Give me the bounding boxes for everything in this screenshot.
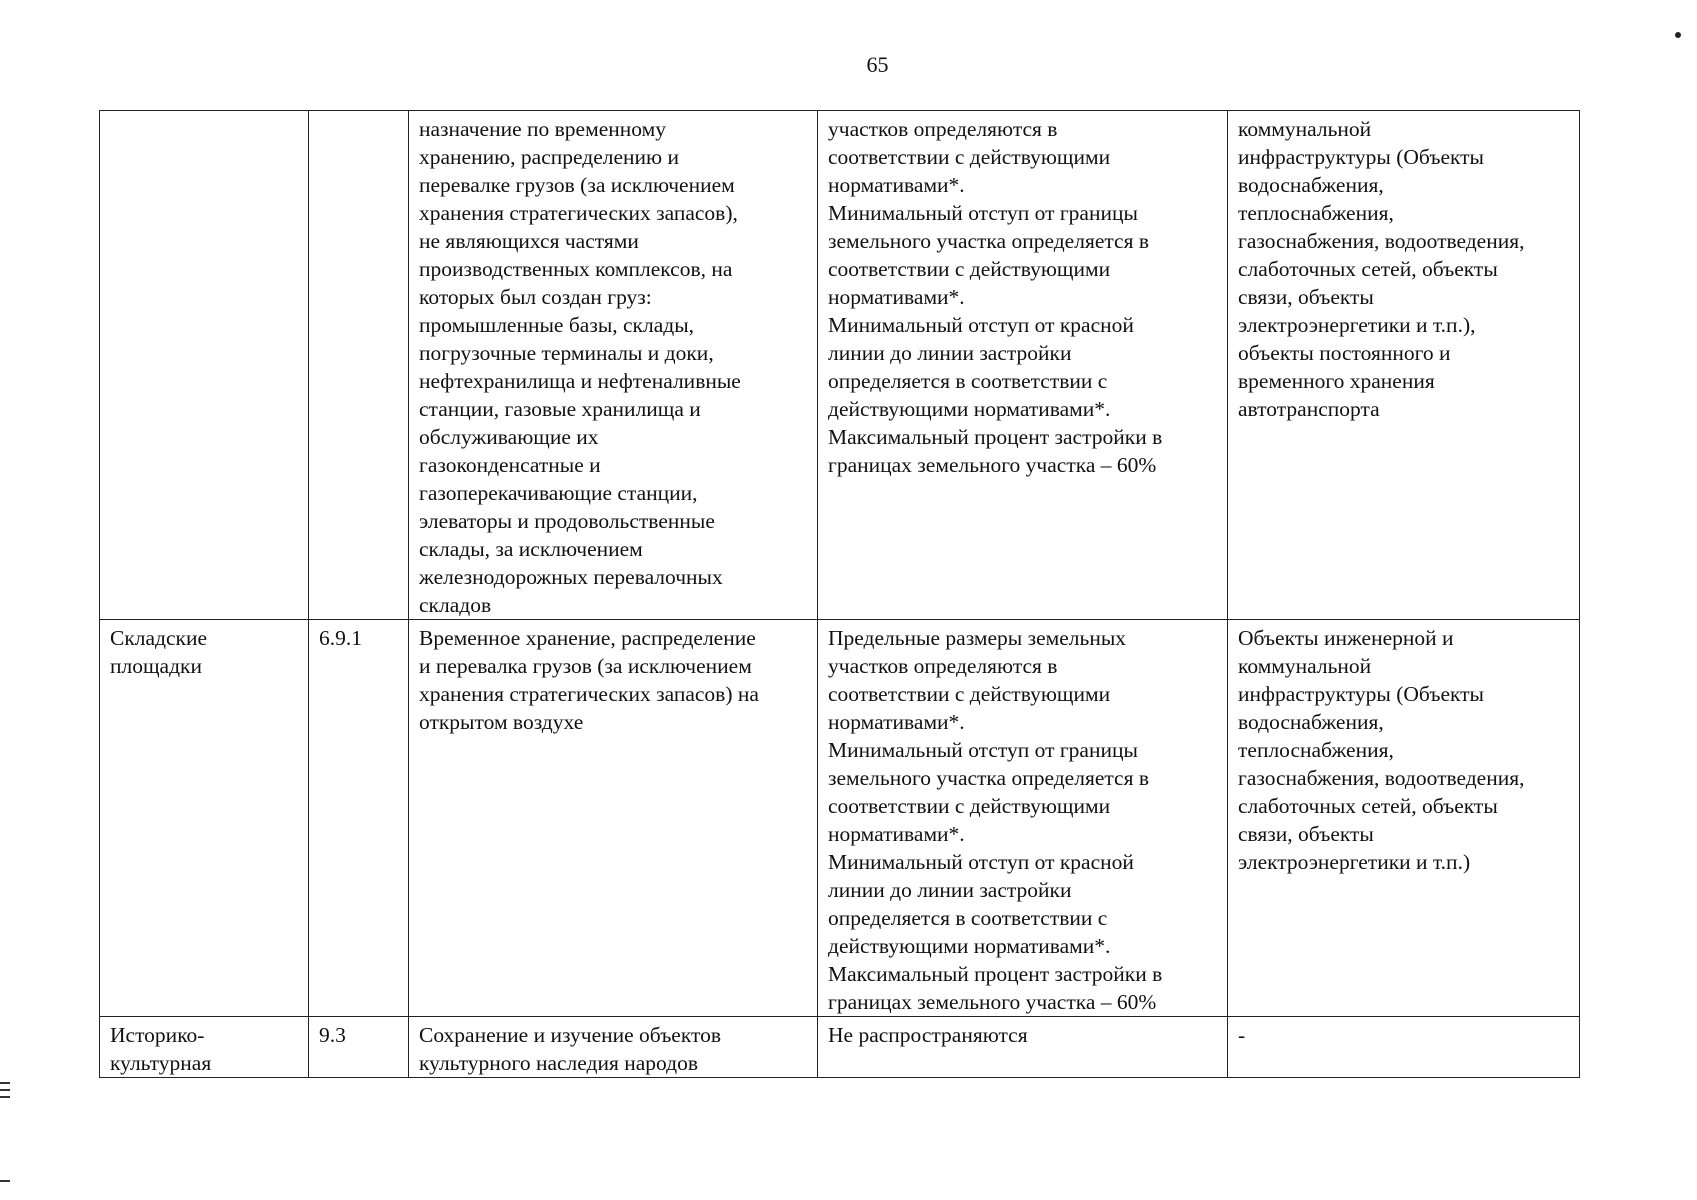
page-number: 65 — [866, 52, 889, 77]
scan-edge-mark — [0, 1089, 10, 1091]
parameters-cell: Предельные размеры земельных участков определяются в соответствии с действующими нормативами*. Минимальный отступ от границы земельного участка определяется в соответствии с действующими нормативами*. Минимальный отступ от красной линии до линии застройки определяется в соответствии с действующими нормативами*. Максимальный процент застройки в границах земельного участка – 60% — [818, 620, 1228, 1017]
use-code-cell — [309, 111, 409, 620]
scan-edge-mark — [0, 1096, 10, 1098]
use-description-cell: назначение по временному хранению, распределению и перевалке грузов (за исключением хранения стратегических запасов), не являющихся частями производственных комплексов, на которых был создан груз: промышленные базы, склады, погрузочные терминалы и доки, нефтехранилища и нефтеналивные станции, газовые хранилища и обслуживающие их газоконденсатные и газоперекачивающие станции, элеваторы и продовольственные склады, за исключением железнодорожных перевалочных складов — [409, 111, 818, 620]
parameters-cell: Не распространяются — [818, 1017, 1228, 1078]
parameters-cell: участков определяются в соответствии с действующими нормативами*. Минимальный отступ от границы земельного участка определяется в соответствии с действующими нормативами*. Минимальный отступ от красной линии до линии застройки определяется в соответствии с действующими нормативами*. Максимальный процент застройки в границах земельного участка – 60% — [818, 111, 1228, 620]
table-row — [100, 1017, 1580, 1078]
scan-dot-mark — [1675, 32, 1681, 38]
use-name-cell: Историко- культурная — [100, 1017, 309, 1078]
auxiliary-uses-cell: - — [1228, 1017, 1580, 1078]
auxiliary-uses-cell: коммунальной инфраструктуры (Объекты водоснабжения, теплоснабжения, газоснабжения, водоотведения, слаботочных сетей, объекты связи, объекты электроэнергетики и т.п.), объекты постоянного и временного хранения автотранспорта — [1228, 111, 1580, 620]
use-code-cell: 6.9.1 — [309, 620, 409, 1017]
use-description-cell: Сохранение и изучение объектов культурного наследия народов — [409, 1017, 818, 1078]
use-code-cell: 9.3 — [309, 1017, 409, 1078]
auxiliary-uses-cell: Объекты инженерной и коммунальной инфраструктуры (Объекты водоснабжения, теплоснабжения, газоснабжения, водоотведения, слаботочных сетей, объекты связи, объекты электроэнергетики и т.п.) — [1228, 620, 1580, 1017]
land-use-table — [99, 110, 1580, 1078]
table-row — [100, 620, 1580, 1017]
use-name-cell: Складские площадки — [100, 620, 309, 1017]
use-name-cell — [100, 111, 309, 620]
scan-edge-mark — [0, 1180, 10, 1182]
use-description-cell: Временное хранение, распределение и перевалка грузов (за исключением хранения стратегических запасов) на открытом воздухе — [409, 620, 818, 1017]
table-row — [100, 111, 1580, 620]
scan-edge-mark — [0, 1082, 10, 1084]
